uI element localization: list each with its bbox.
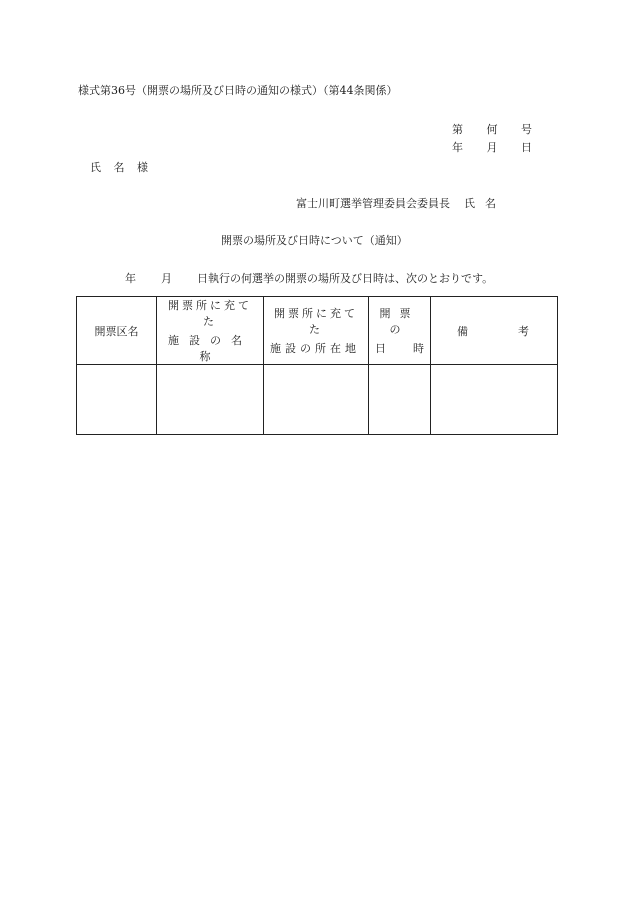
header-remarks-a: 備 [457,324,468,338]
header-facility-name-text2: 施設の名称 [168,334,252,363]
header-facility-name [157,297,264,365]
header-facility-name-text1: 開票所に充てた [168,299,252,328]
document-date [452,142,532,153]
recipient-surname: 氏 [90,161,101,174]
header-remarks [431,297,558,365]
header-facility-location-line2 [270,340,362,356]
header-facility-name-line1 [163,297,257,329]
recipient [90,162,148,173]
date-month: 月 [486,141,498,154]
header-district-label: 開票区名 [94,324,139,338]
sender-title: 富士川町選挙管理委員会委員長 [296,197,450,210]
body-month: 月 [161,272,172,285]
date-day: 日 [521,141,532,154]
body-sentence: 日執行の何選挙の開票の場所及び日時は、次のとおりです。 [197,272,494,285]
header-datetime-text1: 開票の [379,307,420,336]
header-facility-location-text2: 施設の所在地 [270,342,360,355]
document-number [452,124,532,135]
sender-name-given: 名 [485,197,496,210]
recipient-honorific: 様 [137,161,148,174]
form-title: 様式第36号（開票の場所及び日時の通知の様式）（第44条関係） [78,84,398,97]
header-datetime-time: 時 [413,342,424,355]
date-year: 年 [452,141,463,154]
cell-facility-name [157,365,264,435]
recipient-name: 名 [113,161,125,174]
doc-number-value: 何 [486,123,498,136]
document-subject: 開票の場所及び日時について（通知） [221,234,408,247]
header-facility-location-text1: 開票所に充てた [274,307,358,336]
header-datetime-line1 [375,305,424,337]
cell-district [77,365,157,435]
table-header-row [77,297,558,365]
table-row [77,365,558,435]
doc-number-suffix: 号 [521,123,532,136]
sender-name-surname: 氏 [464,197,475,210]
header-facility-location [264,297,369,365]
sender-name [464,198,496,209]
cell-facility-location [264,365,369,435]
header-remarks-b: 考 [518,324,529,338]
header-datetime [369,297,431,365]
sender [296,198,496,209]
header-facility-name-line2 [163,332,257,364]
doc-number-prefix: 第 [452,123,463,136]
body-year: 年 [125,272,136,285]
header-datetime-day: 日 [375,342,386,355]
header-facility-location-line1 [270,305,362,337]
header-datetime-line2 [375,340,424,356]
body-text [125,273,493,284]
cell-remarks [431,365,558,435]
cell-datetime [369,365,431,435]
counting-info-table [76,296,558,435]
header-district [77,297,157,365]
